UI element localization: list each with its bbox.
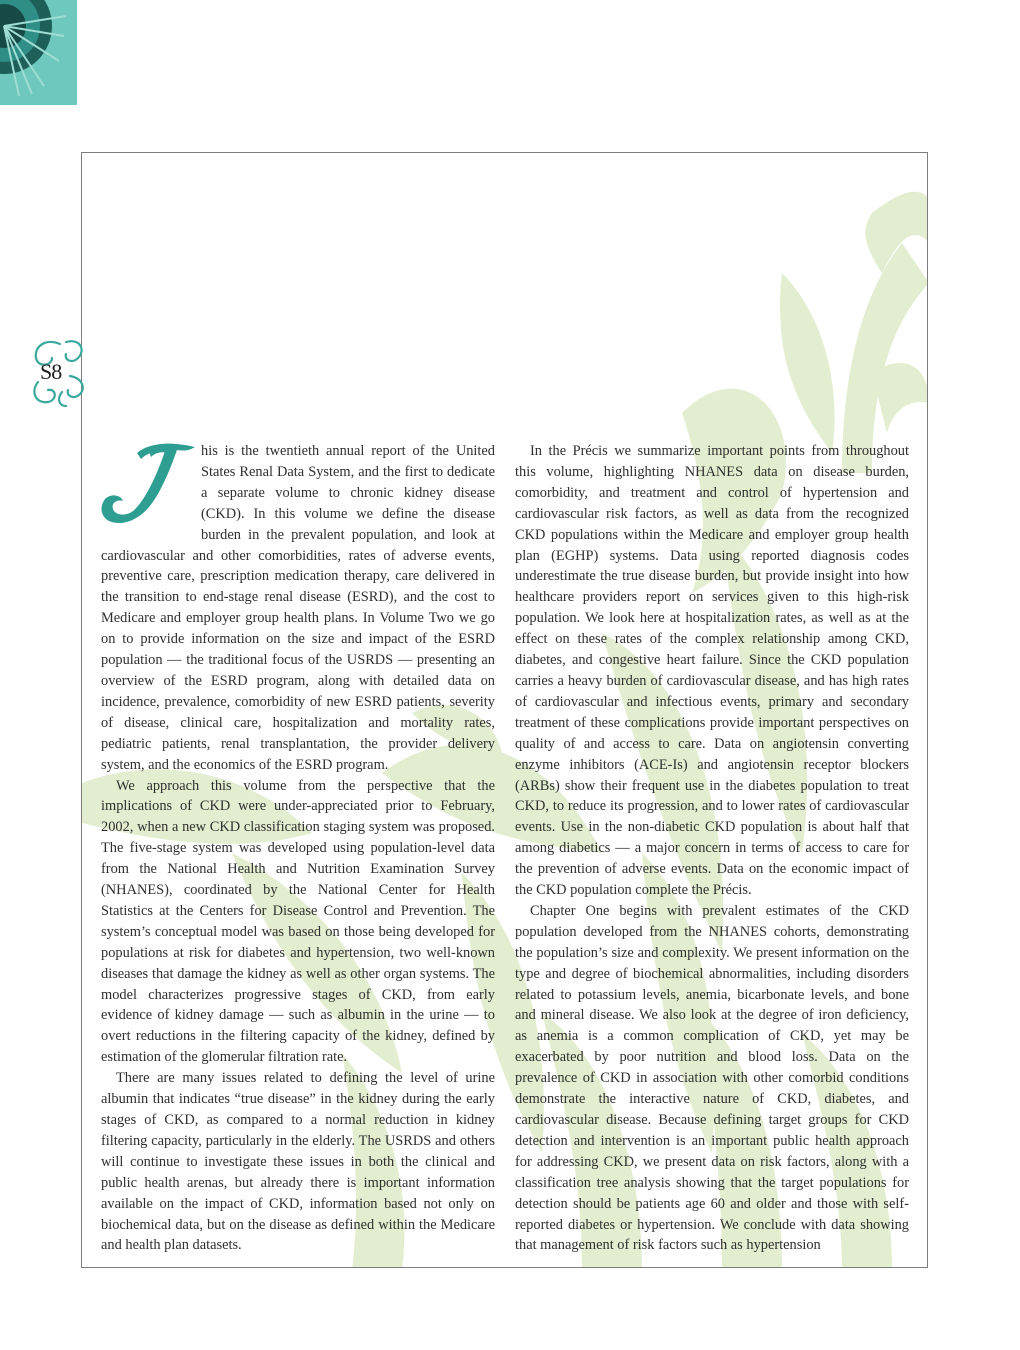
- paragraph-text: Chapter One begins with prevalent estimates of the CKD population developed from the NHANES cohorts, demonstrating the population’s size and complexity. We present information on the type and degree of biochemical abnormalities, including disorders related to potassium levels, anemia, bicarbonate levels, and bone and mineral disease. We also look at the degree of iron deficiency, as anemia is a common complication of CKD, yet may be exacerbated by poor nutrition and blood loss. Data on the prevalence of CKD in association with other comorbid conditions demonstrate the interactive nature of CKD, diabetes, and cardiovascular disease. Because defining target groups for CKD detection and intervention is an important public health approach for addressing CKD, we present data on risk factors, along with a classification tree analysis showing that the target populations for detection should be patients age 60 and older and those with self-reported diabetes or hypertension. We conclude with data showing that management of risk factors such as hypertension: [515, 902, 909, 1254]
- dropcap-letter: [99, 441, 196, 525]
- paragraph-text: There are many issues related to defining the level of urine albumin that indicates “true disease” in the kidney during the early stages of CKD, as compared to a normal reduction in kidney filtering capacity, particularly in the elderly. The USRDS and others will continue to investigate these issues in both the clinical and public health arenas, but already there is important information available on the impact of CKD, information based not only on biochemical data, but on the disease as defined within the Medicare and health plan datasets.: [101, 1070, 495, 1254]
- corner-flower-decoration: [0, 0, 77, 105]
- right-text-column: [515, 441, 909, 1256]
- paragraph-text: In the Précis we summarize important points from throughout this volume, highlighting NHANES data on disease burden, comorbidity, and treatment and control of hypertension and cardiovascular risk factors, as well as data from the recognized CKD populations within the Medicare and employer group health plan (EGHP) systems. Data using reported diagnosis codes underestimate the true disease burden, but provide insight into how healthcare providers report on services given to this high-risk population. We look here at hospitalization rates, as well as at the effect on these rates of the complex relationship among CKD, diabetes, and congestive heart failure. Since the CKD population carries a heavy burden of cardiovascular disease, and has high rates of cardiovascular and infectious events, primary and secondary treatment of these complications provide important perspectives on quality of and access to care. Data on angiotensin converting enzyme inhibitors (ACE-Is) and angiotensin receptor blockers (ARBs) show their frequent use in the diabetes population to treat CKD, to reduce its progression, and to lower rates of cardiovascular events. Use in the non-diabetic CKD population is about half that among diabetics — a major concern in terms of access to care for the prevention of adverse events. Data on the economic impact of the CKD population complete the Précis.: [515, 443, 909, 899]
- page-number: S8: [40, 359, 62, 384]
- paragraph-intro: [101, 441, 495, 776]
- paragraph-text: his is the twentieth annual report of the United States Renal Data System, and the first to dedicate a separate volume to chronic kidney disease (CKD). In this volume we define the disease burden in the prevalent population, and look at cardiovascular and other comorbidities, rates of adverse events, preventive care, prescription medication therapy, care delivered in the transition to end-stage renal disease (ESRD), and the cost to Medicare and employer group health plans. In Volume Two we go on to provide information on the size and impact of the ESRD population — the traditional focus of the USRDS — presenting an overview of the ESRD program, along with detailed data on incidence, prevalence, comorbidity of new ESRD patients, severity of disease, clinical care, hospitalization and mortality rates, pediatric patients, renal transplantation, the provider delivery system, and the economics of the ESRD program.: [101, 443, 495, 773]
- flower-icon: [0, 0, 77, 105]
- left-text-column: [101, 441, 495, 1256]
- paragraph-text: We approach this volume from the perspective that the implications of CKD were under-appreciated prior to February, 2002, when a new CKD classification staging system was proposed. The five-stage system was developed using population-level data from the National Health and Nutrition Examination Survey (NHANES), coordinated by the National Center for Health Statistics at the Centers for Disease Control and Prevention. The system’s conceptual model was based on those being developed for populations at risk for diabetes and hypertension, two well-known diseases that damage the kidney as well as other organ systems. The model characterizes progressive stages of CKD, from early evidence of kidney damage — such as albumin in the urine — to overt reductions in the filtering capacity of the kidney, defined by estimation of the glomerular filtration rate.: [101, 777, 495, 1066]
- dropcap-t-icon: [99, 441, 196, 525]
